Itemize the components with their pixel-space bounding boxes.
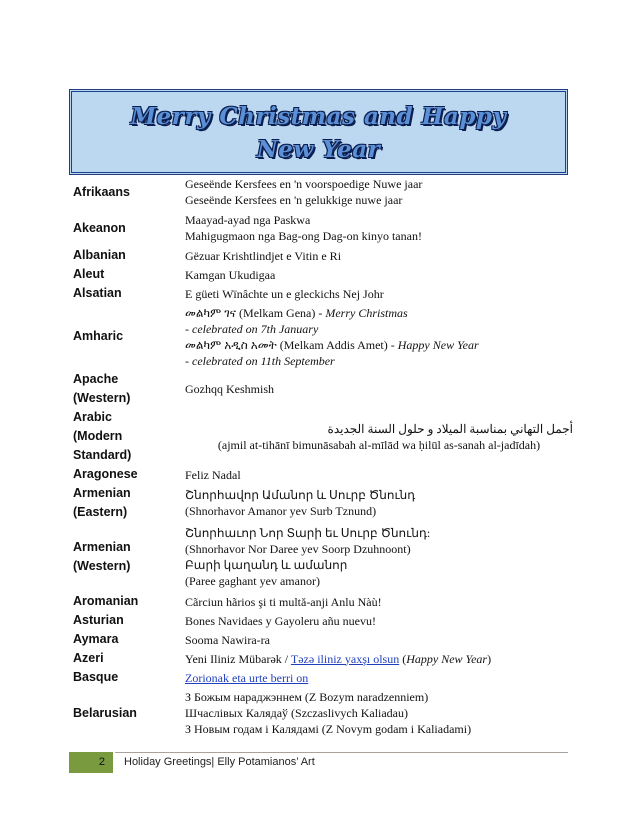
- language-name: [73, 649, 185, 668]
- language-row: [73, 668, 573, 687]
- language-name: [73, 408, 185, 465]
- language-name-line: Aymara: [73, 632, 119, 646]
- greeting-line: [185, 267, 573, 283]
- language-row: [73, 246, 573, 265]
- greeting-segment: Cãrciun hãrios şi ti multǎ-anji Anlu Nàù!: [185, 594, 382, 609]
- title-line-2: New Year: [256, 136, 381, 163]
- greeting-line: [185, 632, 573, 648]
- greeting-segment: Բարի կաղանդ և ամանոր: [185, 558, 348, 572]
- greeting-text: [185, 246, 573, 265]
- greeting-segment: - celebrated on 7th January: [185, 321, 319, 336]
- language-name-line: (Modern: [73, 429, 123, 443]
- greeting-line: [185, 381, 573, 397]
- language-row: [73, 265, 573, 284]
- greeting-line: [185, 437, 573, 453]
- greeting-line: [185, 689, 573, 705]
- language-row: [73, 630, 573, 649]
- greeting-segment: (Shnorhavor Amanor yev Surb Tznund): [185, 504, 377, 518]
- greeting-line: [185, 487, 573, 503]
- language-row: [73, 611, 573, 630]
- language-name: [73, 174, 185, 210]
- greeting-segment: Gozhqq Keshmish: [185, 382, 274, 396]
- language-name-line: Apache: [73, 372, 119, 386]
- language-name: [73, 592, 185, 611]
- greeting-segment: (ajmil at-tihānī bimunāsabah al-mīlād wa ḥilūl as-sanah al-jadīdah): [217, 437, 541, 452]
- greeting-segment: - celebrated on 11th September: [185, 353, 335, 368]
- greeting-line: [185, 421, 573, 437]
- greeting-segment: Happy New Year: [406, 651, 488, 666]
- greeting-segment: መልካም ገና (Melkam Gena) -: [185, 305, 326, 320]
- greeting-line: [185, 651, 573, 667]
- greeting-text: [185, 174, 573, 210]
- greeting-segment: З Божым нараджэннем (Z Bozym naradzenniem): [185, 690, 429, 704]
- greeting-segment: (Paree gaghant yev amanor): [185, 574, 320, 588]
- greeting-segment: З Новым годам і Калядамі (Z Novym godam i Kaliadami): [185, 722, 472, 736]
- greeting-segment: Happy New Year: [397, 337, 479, 352]
- greeting-segment: Geseënde Kersfees en 'n gelukkige nuwe jaar: [185, 193, 403, 207]
- greeting-segment: Maayad-ayad nga Paskwa: [185, 213, 311, 227]
- greeting-segment: Merry Christmas: [325, 305, 408, 320]
- greeting-line: [185, 337, 573, 353]
- title-line-1: Merry Christmas and Happy: [130, 103, 507, 130]
- language-name-line: Arabic: [73, 410, 112, 424]
- language-name-line: Azeri: [73, 651, 104, 665]
- greeting-text: [185, 649, 573, 668]
- greeting-segment: Sooma Nawira-ra: [185, 632, 270, 647]
- greeting-text: [185, 592, 573, 611]
- language-name: [73, 484, 185, 522]
- language-row: [73, 592, 573, 611]
- language-row: [73, 174, 573, 210]
- language-row: [73, 408, 573, 465]
- language-name: [73, 303, 185, 370]
- language-name: [73, 284, 185, 303]
- greeting-line: [185, 541, 573, 557]
- language-row: [73, 687, 573, 739]
- language-name-line: (Eastern): [73, 505, 128, 519]
- language-name-line: Standard): [73, 448, 132, 462]
- language-name-line: Belarusian: [73, 705, 137, 720]
- language-name: [73, 522, 185, 592]
- language-name-line: Aleut: [73, 267, 105, 281]
- greeting-text: [185, 210, 573, 246]
- greeting-segment: E güeti Wïnâchte un e gleckichs Nej Johr: [185, 286, 384, 301]
- greeting-text: [185, 484, 573, 522]
- greeting-text: [185, 303, 573, 370]
- language-row: [73, 484, 573, 522]
- greetings-table: [73, 174, 573, 739]
- title-banner: [69, 89, 568, 175]
- language-name-line: Aromanian: [73, 594, 139, 608]
- language-name-line: (Western): [73, 391, 131, 405]
- greeting-link[interactable]: Təzə iliniz yaxşı olsun: [290, 651, 400, 666]
- language-row: [73, 284, 573, 303]
- greeting-line: [185, 353, 573, 369]
- greeting-segment: Շնորհաւոր Նոր Տարի եւ Սուրբ Ծնունդ:: [185, 526, 431, 540]
- greeting-segment: Yeni Iliniz Mübarək /: [185, 651, 291, 666]
- greeting-line: [185, 613, 573, 629]
- greeting-line: [185, 212, 573, 228]
- language-row: [73, 465, 573, 484]
- language-row: [73, 210, 573, 246]
- greeting-line: [185, 305, 573, 321]
- greeting-text: [185, 611, 573, 630]
- greeting-line: [185, 176, 573, 192]
- language-name: [73, 687, 185, 739]
- language-name-line: Akeanon: [73, 220, 126, 235]
- greeting-segment: (Shnorhavor Nor Daree yev Soorp Dzuhnoont): [185, 542, 411, 556]
- greeting-line: [185, 467, 573, 483]
- language-name: [73, 210, 185, 246]
- greeting-segment: Kamgan Ukudigaa: [185, 267, 276, 282]
- greeting-text: [185, 522, 573, 592]
- footer-text: Holiday Greetings| Elly Potamianos’ Art: [124, 756, 315, 768]
- greeting-line: [185, 525, 573, 541]
- greeting-link[interactable]: Zorionak eta urte berri on: [185, 670, 309, 685]
- language-name-line: Afrikaans: [73, 184, 130, 199]
- language-name-line: Basque: [73, 670, 119, 684]
- language-name: [73, 630, 185, 649]
- greeting-segment: Шчаслівых Калядаў (Szczaslivych Kaliadau): [185, 706, 409, 720]
- page-number: 2: [69, 752, 115, 773]
- language-name-line: Asturian: [73, 613, 124, 627]
- greeting-text: [185, 284, 573, 303]
- greeting-segment: ): [487, 651, 492, 666]
- greeting-line: [185, 573, 573, 589]
- language-name: [73, 668, 185, 687]
- greeting-segment: Geseënde Kersfees en 'n voorspoedige Nuwe jaar: [185, 177, 423, 191]
- greeting-line: [185, 248, 573, 264]
- greeting-segment: أجمل التهاني بمناسبة الميلاد و حلول السنة الجديدة: [327, 421, 573, 436]
- greeting-segment: Շնորհավոր Ամանոր և Սուրբ Ծնունդ: [185, 488, 416, 502]
- language-name: [73, 246, 185, 265]
- language-row: [73, 370, 573, 408]
- greeting-segment: Gëzuar Krishtlindjet e Vitin e Ri: [185, 248, 342, 263]
- greeting-line: [185, 286, 573, 302]
- language-name-line: Amharic: [73, 329, 124, 343]
- greeting-text: [185, 370, 573, 408]
- greeting-text: [185, 630, 573, 649]
- language-name-line: Armenian: [73, 540, 131, 554]
- language-name: [73, 265, 185, 284]
- language-row: [73, 649, 573, 668]
- greeting-segment: Feliz Nadal: [185, 467, 241, 482]
- greeting-segment: (: [399, 651, 407, 666]
- greeting-line: [185, 670, 573, 686]
- language-name: [73, 370, 185, 408]
- language-name: [73, 611, 185, 630]
- language-name-line: Armenian: [73, 486, 131, 500]
- greeting-line: [185, 721, 573, 737]
- language-name: [73, 465, 185, 484]
- greeting-text: [185, 668, 573, 687]
- language-name-line: Alsatian: [73, 286, 122, 300]
- greeting-text: [185, 687, 573, 739]
- greeting-text: [185, 408, 573, 465]
- language-name-line: (Western): [73, 559, 131, 573]
- greeting-segment: መልካም አዲስ አመት (Melkam Addis Amet) -: [185, 337, 398, 352]
- greeting-text: [185, 265, 573, 284]
- greeting-line: [185, 705, 573, 721]
- greeting-line: [185, 594, 573, 610]
- greeting-text: [185, 465, 573, 484]
- greeting-line: [185, 503, 573, 519]
- greeting-segment: Bones Navidaes y Gayoleru añu nuevu!: [185, 613, 376, 628]
- greeting-line: [185, 192, 573, 208]
- language-name-line: Albanian: [73, 248, 126, 262]
- language-row: [73, 522, 573, 592]
- language-row: [73, 303, 573, 370]
- language-name-line: Aragonese: [73, 467, 138, 481]
- greeting-line: [185, 228, 573, 244]
- greeting-segment: Mahigugmaon nga Bag-ong Dag-on kinyo tanan!: [185, 229, 422, 243]
- greeting-line: [185, 321, 573, 337]
- greeting-line: [185, 557, 573, 573]
